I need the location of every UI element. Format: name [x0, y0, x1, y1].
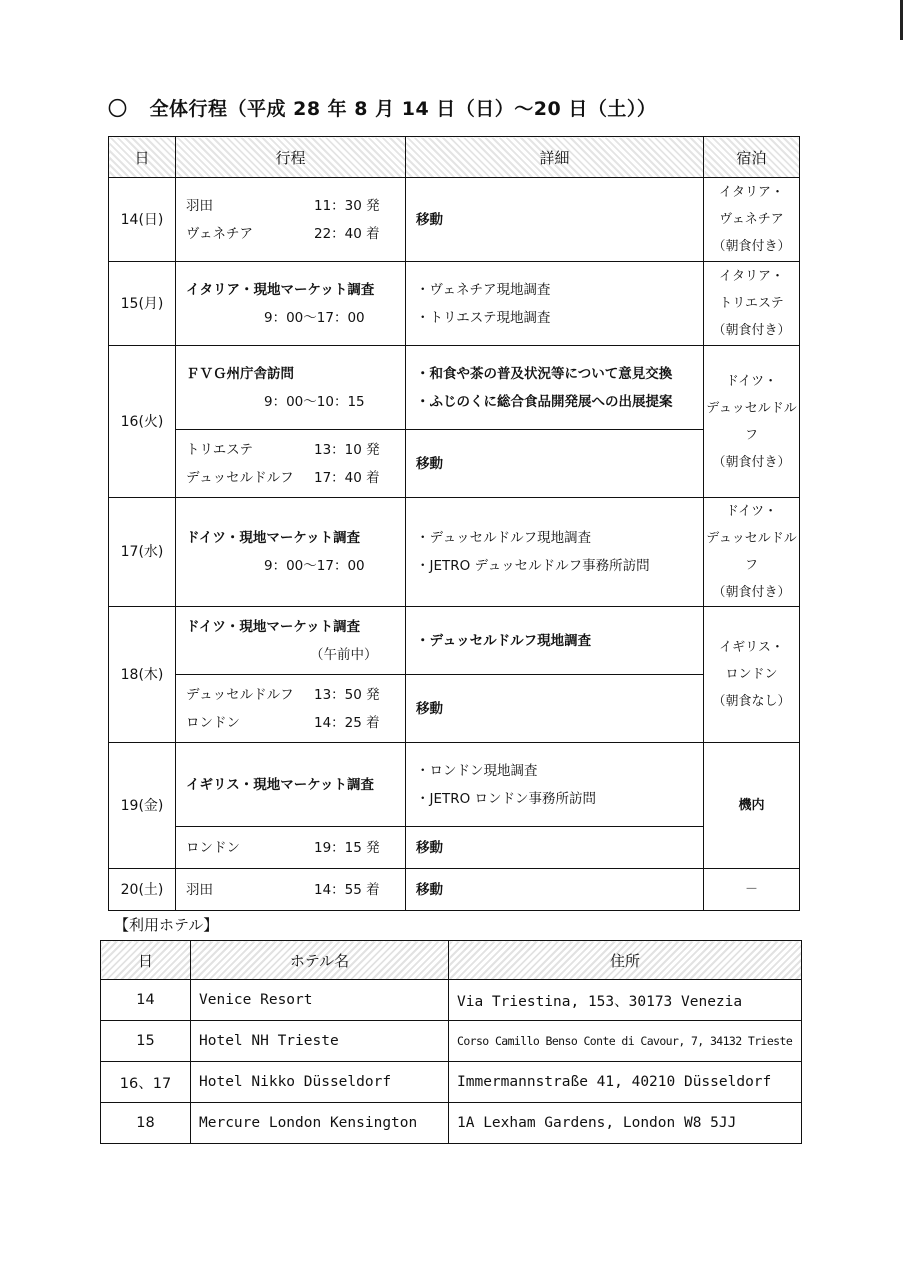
stay-line: （朝食付き） [712, 323, 791, 338]
detail-cell: ・デュッセルドルフ現地調査 [406, 607, 704, 675]
hotel-address-cell: Immermannstraße 41, 40210 Düsseldorf [449, 1062, 802, 1103]
stay-cell: 機内 [704, 743, 800, 869]
stay-cell: － [704, 869, 800, 911]
table-row [109, 498, 800, 607]
time-text: 19：15 発 [314, 839, 380, 856]
stay-line: （朝食付き） [712, 454, 791, 470]
col-header-schedule: 行程 [176, 137, 406, 178]
hotel-day-cell: 18 [101, 1103, 191, 1144]
hotel-address-cell: Via Triestina, 153、30173 Venezia [449, 980, 802, 1021]
table-row [109, 743, 800, 827]
time-text: 13：10 発 [314, 441, 380, 458]
col-header-address: 住所 [449, 941, 802, 980]
time-text: 14：25 着 [314, 714, 380, 731]
hotel-address-cell: 1A Lexham Gardens, London W8 5JJ [449, 1103, 802, 1144]
hotel-name-cell: Venice Resort [191, 980, 449, 1021]
detail-cell [406, 743, 704, 827]
day-cell: 20(土) [109, 869, 176, 911]
itinerary-header-row [109, 137, 800, 178]
stay-line: ドイツ・ [725, 504, 778, 519]
hours-text: 9：00～17：00 [264, 309, 365, 326]
time-text: 13：50 発 [314, 686, 380, 703]
detail-line: ・ヴェネチア現地調査 [416, 281, 551, 298]
page-title-text: 全体行程（平成 28 年 8 月 14 日（日）～20 日（土）） [149, 98, 657, 120]
hotel-day-cell: 14 [101, 980, 191, 1021]
place-text: デュッセルドルフ [186, 686, 294, 703]
activity-text: イタリア・現地マーケット調査 [186, 281, 375, 298]
hotel-day-cell: 16、17 [101, 1062, 191, 1103]
detail-cell: 移動 [406, 827, 704, 869]
detail-cell: 移動 [406, 430, 704, 498]
hotel-day-cell: 15 [101, 1021, 191, 1062]
schedule-line [186, 834, 405, 862]
table-row [109, 346, 800, 430]
col-header-detail: 詳細 [406, 137, 704, 178]
detail-line: ・和食や茶の普及状況等について意見交換 [416, 365, 673, 382]
detail-line: ・トリエステ現地調査 [416, 309, 551, 326]
col-header-day: 日 [101, 941, 191, 980]
day-cell: 19(金) [109, 743, 176, 869]
schedule-cell [176, 869, 406, 911]
hotel-name-cell: Hotel Nikko Düsseldorf [191, 1062, 449, 1103]
day-cell: 16(火) [109, 346, 176, 498]
hotel-section-heading: 【利用ホテル】 [114, 916, 219, 934]
hotel-header-row [101, 941, 802, 980]
stay-cell [704, 346, 800, 498]
detail-line: ・ロンドン現地調査 [416, 762, 538, 779]
detail-cell [406, 346, 704, 430]
itinerary-table [108, 136, 800, 911]
table-row [109, 869, 800, 911]
place-text: ヴェネチア [186, 225, 253, 242]
schedule-line [186, 436, 405, 464]
page-title [108, 94, 656, 121]
detail-line: ・ふじのくに総合食品開発展への出展提案 [416, 393, 673, 410]
activity-text: ＦＶＧ州庁舎訪問 [186, 365, 294, 382]
table-row [109, 430, 800, 498]
hotel-name-cell: Hotel NH Trieste [191, 1021, 449, 1062]
schedule-cell [176, 827, 406, 869]
activity-text: ドイツ・現地マーケット調査 [186, 530, 361, 546]
stay-line: デュッセルドルフ [706, 400, 797, 443]
col-header-hotel-name: ホテル名 [191, 941, 449, 980]
table-row [101, 980, 802, 1021]
activity-text: ドイツ・現地マーケット調査 [186, 618, 361, 635]
table-row [101, 1062, 802, 1103]
schedule-line [186, 709, 405, 737]
place-text: 羽田 [186, 197, 213, 214]
stay-cell [704, 607, 800, 743]
stay-line: （朝食なし） [712, 694, 791, 709]
schedule-cell [176, 675, 406, 743]
stay-line: （朝食付き） [712, 585, 791, 600]
stay-line: イギリス・ [719, 640, 784, 655]
stay-line: イタリア・ [718, 185, 784, 200]
stay-cell [704, 498, 800, 607]
stay-line: （朝食付き） [712, 239, 791, 254]
detail-cell: 移動 [406, 675, 704, 743]
table-row [101, 1021, 802, 1062]
hotel-table [100, 940, 802, 1144]
day-cell: 18(木) [109, 607, 176, 743]
table-row [101, 1103, 802, 1144]
place-text: トリエステ [186, 441, 253, 458]
hours-text: 9：00～10：15 [264, 393, 365, 410]
schedule-cell: イギリス・現地マーケット調査 [176, 743, 406, 827]
scan-edge-mark [900, 0, 903, 40]
stay-line: イタリア・ [718, 269, 784, 284]
stay-line: ドイツ・ [725, 373, 778, 389]
table-row [109, 178, 800, 262]
day-cell: 15(月) [109, 262, 176, 346]
schedule-line [186, 876, 405, 904]
detail-line: ・デュッセルドルフ現地調査 [416, 530, 592, 546]
place-text: ロンドン [186, 714, 240, 731]
circle-bullet-icon: 〇 [108, 98, 128, 120]
hotel-address-cell: Corso Camillo Benso Conte di Cavour, 7, 34132 Trieste [449, 1021, 802, 1062]
schedule-line [186, 220, 405, 248]
place-text: デュッセルドルフ [186, 469, 294, 486]
hotel-name-cell: Mercure London Kensington [191, 1103, 449, 1144]
detail-cell [406, 262, 704, 346]
stay-cell [704, 262, 800, 346]
time-text: 22：40 着 [314, 225, 380, 242]
time-text: 14：55 着 [314, 881, 380, 898]
table-row [109, 262, 800, 346]
detail-line: ・JETRO ロンドン事務所訪問 [416, 790, 597, 807]
detail-line: ・JETRO デュッセルドルフ事務所訪問 [416, 558, 650, 574]
stay-line: ロンドン [725, 667, 778, 682]
col-header-day: 日 [109, 137, 176, 178]
stay-cell [704, 178, 800, 262]
day-cell: 14(日) [109, 178, 176, 262]
schedule-cell [176, 498, 406, 607]
place-text: ロンドン [186, 839, 240, 856]
stay-line: トリエステ [719, 296, 784, 311]
hours-text: 9：00～17：00 [264, 558, 365, 574]
detail-cell: 移動 [406, 869, 704, 911]
schedule-line [186, 192, 405, 220]
schedule-line [186, 681, 405, 709]
note-text: （午前中） [310, 646, 378, 663]
time-text: 11：30 発 [314, 197, 380, 214]
detail-cell: 移動 [406, 178, 704, 262]
col-header-stay: 宿泊 [704, 137, 800, 178]
schedule-cell [176, 430, 406, 498]
stay-line: ヴェネチア [719, 212, 784, 227]
day-cell: 17(水) [109, 498, 176, 607]
schedule-cell [176, 346, 406, 430]
table-row [109, 675, 800, 743]
table-row [109, 827, 800, 869]
schedule-line [186, 464, 405, 492]
schedule-cell [176, 607, 406, 675]
time-text: 17：40 着 [314, 469, 380, 486]
schedule-cell [176, 262, 406, 346]
place-text: 羽田 [186, 881, 213, 898]
detail-cell [406, 498, 704, 607]
stay-line: デュッセルドルフ [706, 531, 797, 573]
table-row [109, 607, 800, 675]
schedule-cell [176, 178, 406, 262]
